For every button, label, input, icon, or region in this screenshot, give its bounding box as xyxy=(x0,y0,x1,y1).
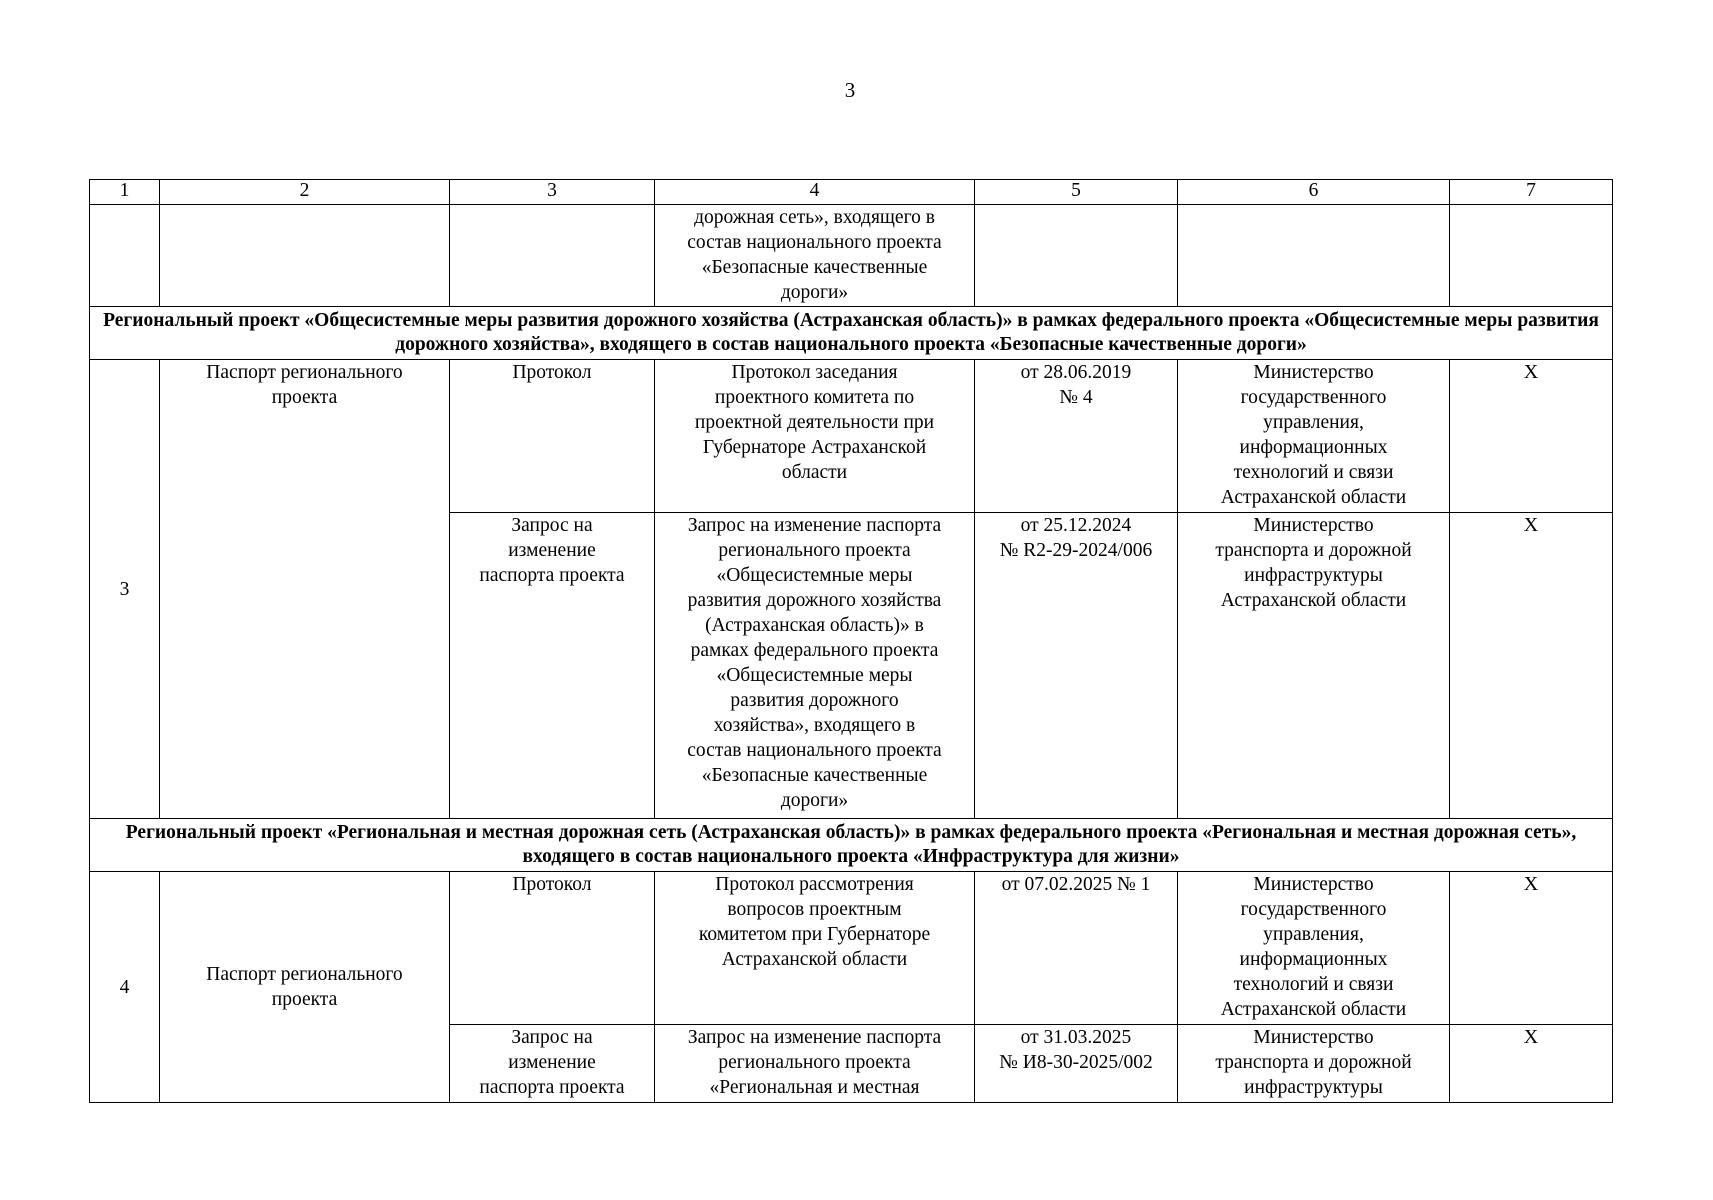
row3-r2-name: Запрос на изменение паспорта регионального проекта «Общесистемные меры развития дорожного хозяйства (Астраханская область)» в рамках федерального проекта «Общесистемные меры развития дорожного хозяйства», входящего в состав национального проекта «Безопасные качественные дороги» xyxy=(655,513,975,819)
table-header-row xyxy=(90,180,1613,205)
header-cell-4: 4 xyxy=(655,180,975,205)
table-row-continuation xyxy=(90,205,1613,307)
row4-r2-org: Министерство транспорта и дорожной инфраструктуры xyxy=(1178,1025,1450,1103)
page-number: 3 xyxy=(844,78,856,102)
row3-r1-name: Протокол заседания проектного комитета по проектной деятельности при Губернаторе Астраханской области xyxy=(655,360,975,513)
row3-r1-type: Протокол xyxy=(450,360,655,513)
row3-r2-mark: X xyxy=(1450,513,1613,819)
cell-continuation-name: дорожная сеть», входящего в состав национального проекта «Безопасные качественные дороги» xyxy=(655,205,975,307)
row4-document: Паспорт регионального проекта xyxy=(160,872,450,1103)
row3-document: Паспорт регионального проекта xyxy=(160,360,450,819)
cell-empty xyxy=(1178,205,1450,307)
section-row-b xyxy=(90,819,1613,872)
row4-r2-name: Запрос на изменение паспорта регионального проекта «Региональная и местная xyxy=(655,1025,975,1103)
header-cell-1: 1 xyxy=(90,180,160,205)
row4-r2-type: Запрос на изменение паспорта проекта xyxy=(450,1025,655,1103)
row4-r2-date: от 31.03.2025 № И8-30-2025/002 xyxy=(975,1025,1178,1103)
header-cell-5: 5 xyxy=(975,180,1178,205)
row4-r2-mark: X xyxy=(1450,1025,1613,1103)
row4-r1-org: Министерство государственного управления, информационных технологий и связи Астраханской области xyxy=(1178,872,1450,1025)
header-cell-3: 3 xyxy=(450,180,655,205)
cell-empty xyxy=(90,205,160,307)
row3-r1-org: Министерство государственного управления, информационных технологий и связи Астраханской области xyxy=(1178,360,1450,513)
cell-empty xyxy=(975,205,1178,307)
row4-r1-name: Протокол рассмотрения вопросов проектным комитетом при Губернаторе Астраханской области xyxy=(655,872,975,1025)
row-number-4: 4 xyxy=(90,872,160,1103)
documents-table xyxy=(89,179,1613,1103)
header-cell-7: 7 xyxy=(1450,180,1613,205)
table-row-4a xyxy=(90,872,1613,1025)
cell-empty xyxy=(450,205,655,307)
header-cell-6: 6 xyxy=(1178,180,1450,205)
row3-r1-mark: X xyxy=(1450,360,1613,513)
section-title-a: Региональный проект «Общесистемные меры развития дорожного хозяйства (Астраханская область)» в рамках федерального проекта «Общесистемные меры развития дорожного хозяйства», входящего в состав национального проекта «Безопасные качественные дороги» xyxy=(90,307,1613,360)
section-row-a xyxy=(90,307,1613,360)
section-title-b: Региональный проект «Региональная и местная дорожная сеть (Астраханская область)» в рамках федерального проекта «Региональная и местная дорожная сеть», входящего в состав национального проекта «Инфраструктура для жизни» xyxy=(90,819,1613,872)
row3-r1-date: от 28.06.2019 № 4 xyxy=(975,360,1178,513)
row4-r1-date: от 07.02.2025 № 1 xyxy=(975,872,1178,1025)
row3-r2-org: Министерство транспорта и дорожной инфраструктуры Астраханской области xyxy=(1178,513,1450,819)
row4-r1-mark: X xyxy=(1450,872,1613,1025)
cell-empty xyxy=(160,205,450,307)
header-cell-2: 2 xyxy=(160,180,450,205)
row-number-3: 3 xyxy=(90,360,160,819)
row4-r1-type: Протокол xyxy=(450,872,655,1025)
row3-r2-type: Запрос на изменение паспорта проекта xyxy=(450,513,655,819)
cell-empty xyxy=(1450,205,1613,307)
row3-r2-date: от 25.12.2024 № R2-29-2024/006 xyxy=(975,513,1178,819)
table-row-3a xyxy=(90,360,1613,513)
